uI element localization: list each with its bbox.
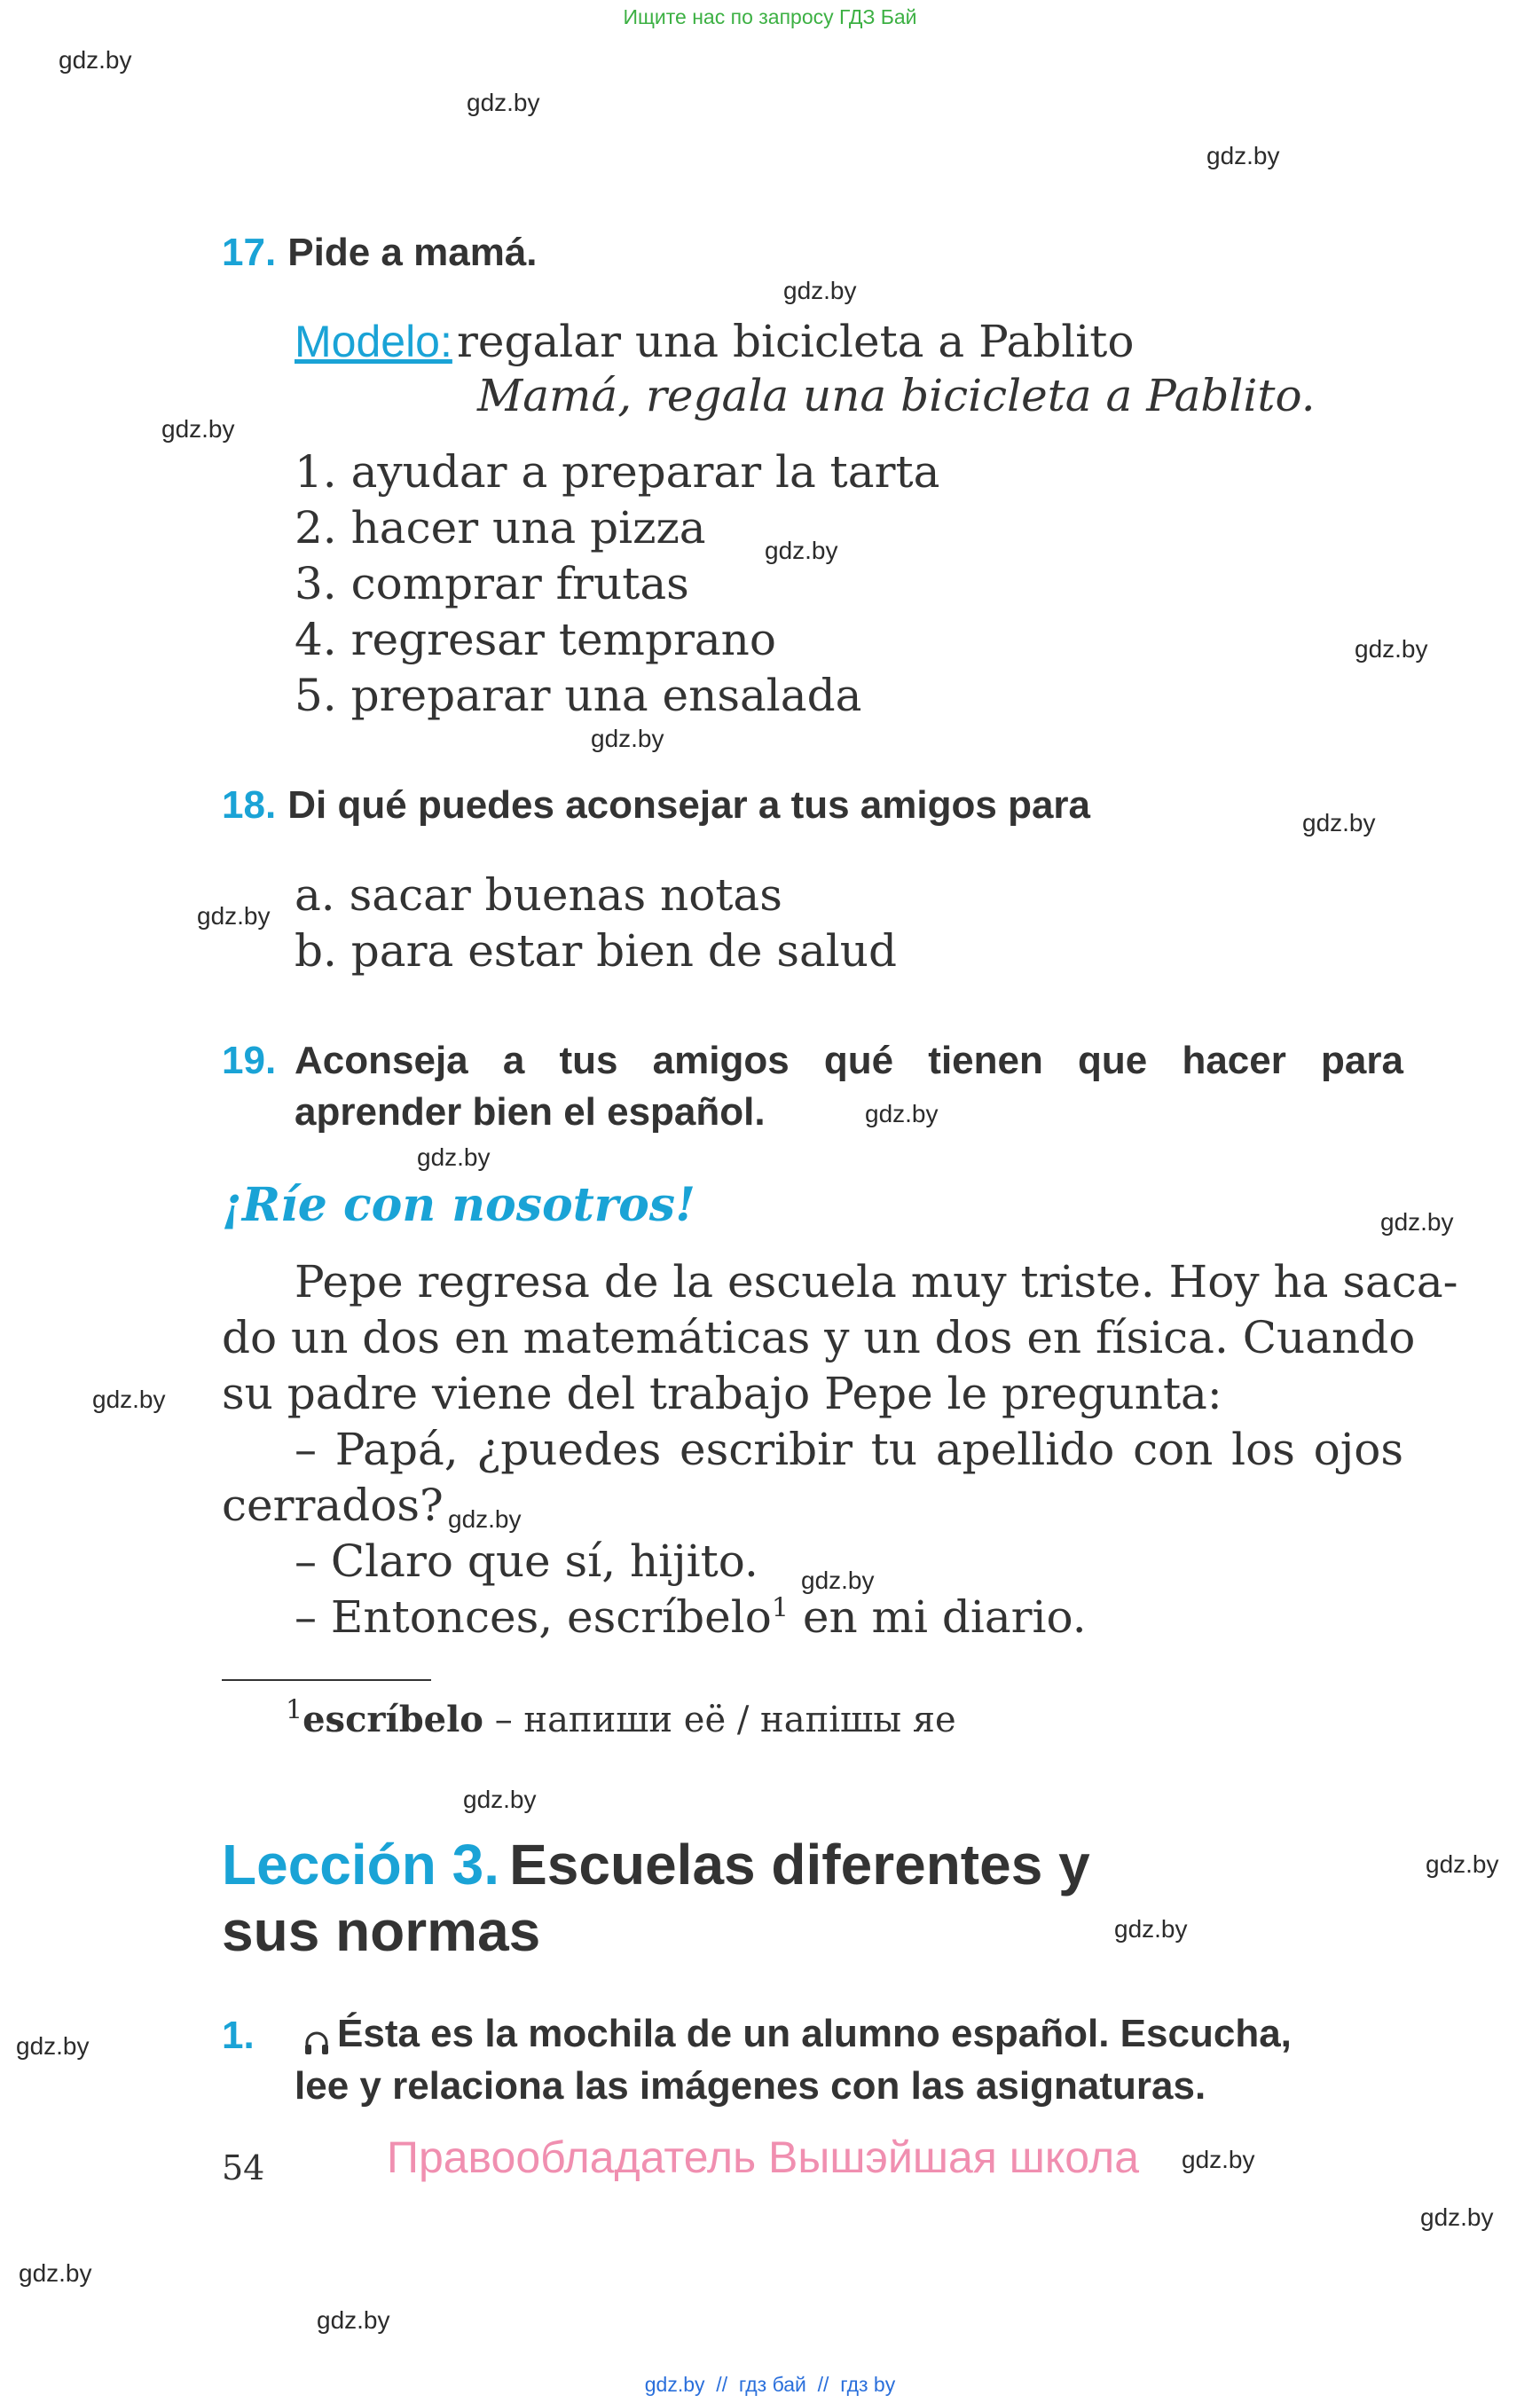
exercise-number: 19. [222,1039,277,1082]
footnote-word: escríbelo [302,1699,483,1740]
model-text: regalar una bicicleta a Pablito [456,316,1135,367]
exercise-title: Di qué puedes aconsejar a tus amigos para [287,783,1091,827]
top-search-note[interactable]: Ищите нас по запросу ГДЗ Бай [623,5,917,28]
joke-line-tail: en mi diario. [788,1591,1087,1643]
footnote-mark: 1 [286,1694,303,1726]
joke-line-last [295,1591,1087,1643]
watermark: gdz.by [1182,2146,1255,2173]
watermark: gdz.by [1380,1208,1454,1236]
exercise-title-line: aprender bien el español. [295,1090,766,1134]
watermark: gdz.by [467,89,540,116]
exercise-number: 1. [222,2014,255,2057]
watermark: gdz.by [1302,809,1376,836]
footnote [286,1694,956,1740]
exercise-1-title [303,2012,1292,2056]
watermark: gdz.by [765,537,838,564]
exercise-number: 17. [222,231,277,274]
watermark: gdz.by [197,902,271,930]
footnote-divider [222,1679,431,1681]
exercise-title-line: lee y relaciona las imágenes con las asignaturas. [295,2064,1206,2108]
list-item: 2. hacer una pizza [295,502,706,554]
exercise-19-title [295,1035,1403,1138]
watermark: gdz.by [448,1505,522,1533]
watermark: gdz.by [317,2306,390,2334]
footnote-text: – напиши её / напішы яе [483,1700,956,1740]
watermark: gdz.by [463,1786,537,1813]
model-line [295,316,1134,367]
headphones-icon [303,2030,330,2056]
joke-line: – Claro que sí, hijito. [295,1535,758,1587]
joke-line: do un dos en matemáticas y un dos en física. Cuando [222,1312,1416,1363]
copyright-notice: Правообладатель Вышэйшая школа [387,2132,1139,2182]
lesson-title-continued: sus normas [222,1899,541,1963]
watermark: gdz.by [19,2259,92,2287]
watermark: gdz.by [161,415,235,443]
lesson-title: Escuelas diferentes y [509,1833,1090,1896]
watermark: gdz.by [16,2032,90,2060]
joke-line: Pepe regresa de la escuela muy triste. Hoy ha saca- [295,1256,1458,1308]
bottom-links[interactable]: gdz.by // гдз бай // гдз by [644,2373,896,2396]
list-item: 4. regresar temprano [295,614,776,665]
list-item: 1. ayudar a preparar la tarta [295,446,940,498]
watermark: gdz.by [591,725,664,752]
joke-heading: ¡Ríe con nosotros! [222,1178,695,1232]
list-item: 5. preparar una ensalada [295,670,862,721]
watermark: gdz.by [417,1143,491,1171]
exercise-17-heading [222,231,538,275]
watermark: gdz.by [1206,142,1280,169]
joke-line: – Papá, ¿puedes escribir tu apellido con los ojos [295,1424,1403,1475]
page-number: 54 [222,2148,265,2187]
watermark: gdz.by [92,1386,166,1413]
exercise-title-line: Ésta es la mochila de un alumno español. Escucha, [337,2012,1292,2055]
watermark: gdz.by [1114,1915,1188,1943]
watermark: gdz.by [865,1100,939,1127]
exercise-18-heading [222,783,1090,828]
list-item: a. sacar buenas notas [295,869,782,921]
lesson-number: Lección 3. [222,1833,499,1896]
footnote-mark: 1 [771,1592,789,1624]
lesson-heading [222,1832,1090,1897]
watermark: gdz.by [783,277,857,304]
exercise-number: 18. [222,783,277,827]
watermark: gdz.by [1355,635,1428,663]
exercise-title: Pide a mamá. [287,231,538,274]
list-item: b. para estar bien de salud [295,925,898,977]
exercise-title-line: Aconseja a tus amigos qué tienen que hacer para [295,1039,1403,1082]
watermark: gdz.by [1420,2203,1494,2231]
joke-line: – Entonces, escríbelo [295,1591,772,1643]
model-answer: Mamá, regala una bicicleta a Pablito. [477,370,1316,421]
watermark: gdz.by [1426,1850,1499,1878]
watermark: gdz.by [59,46,132,74]
joke-line: cerrados? [222,1480,444,1531]
watermark: gdz.by [801,1567,875,1594]
list-item: 3. comprar frutas [295,558,689,609]
model-label: Modelo: [295,317,452,366]
joke-line: su padre viene del trabajo Pepe le pregunta: [222,1368,1222,1419]
